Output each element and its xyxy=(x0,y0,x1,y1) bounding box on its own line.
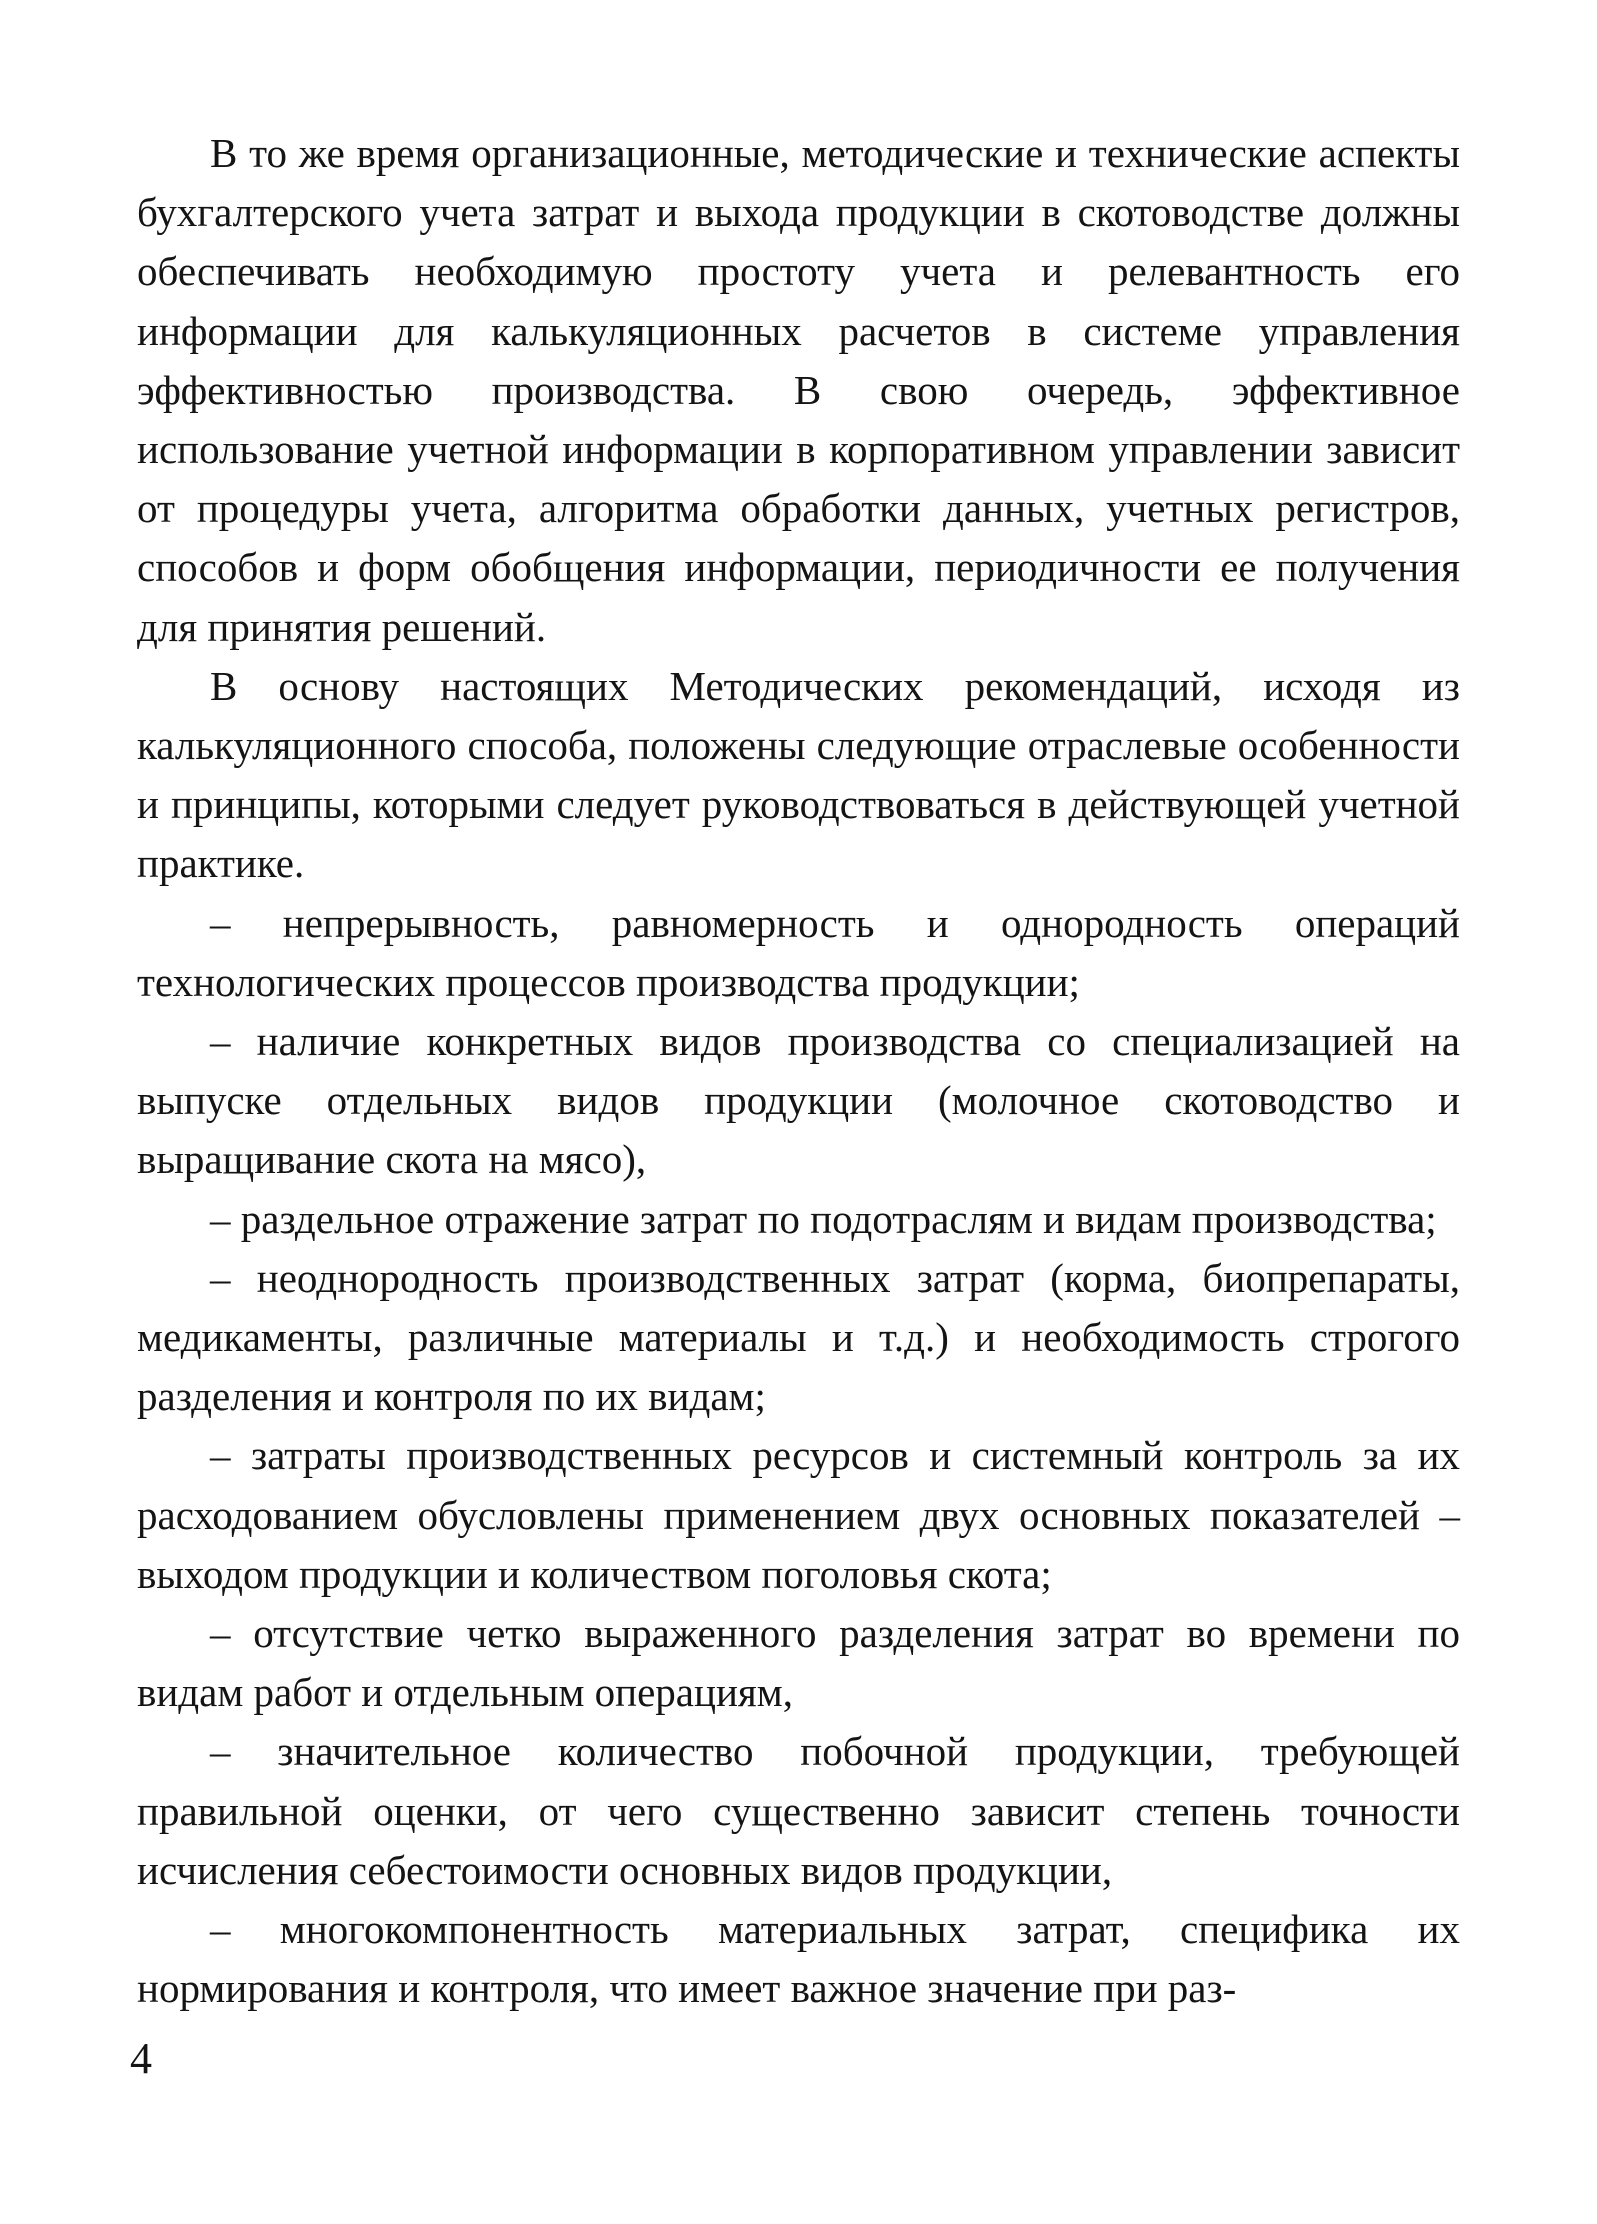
body-text xyxy=(137,124,1460,2019)
list-item-time-separation: – отсутствие четко выраженного разделения затрат во времени по видам работ и отдельным операциям, xyxy=(137,1610,1460,1716)
list-item-continuity: – непрерывность, равномерность и однородность операций технологических процессов производства продукции; xyxy=(137,899,1460,1005)
list-item-multicomponent: – многокомпонентность материальных затрат, специфика их нормирования и контроля, что имеет важное значение при раз- xyxy=(137,1906,1460,2012)
list-item-specialization: – наличие конкретных видов производства со специализацией на выпуске отдельных видов продукции (молочное скотоводство и выращивание скота на мясо), xyxy=(137,1018,1460,1183)
list-item-separate-costs: – раздельное отражение затрат по подотраслям и видам производства; xyxy=(210,1195,1437,1242)
list-item-heterogeneity: – неоднородность производственных затрат (корма, биопрепараты, медикаменты, различные материалы и т.д.) и необходимость строгого разделения и контроля по их видам; xyxy=(137,1254,1460,1420)
list-item-byproducts: – значительное количество побочной продукции, требующей правильной оценки, от чего существенно зависит степень точности исчисления себестоимости основных видов продукции, xyxy=(137,1728,1460,1893)
list-item-resource-control: – затраты производственных ресурсов и системный контроль за их расходованием обусловлены применением двух основных показателей – выходом продукции и количеством поголовья скота; xyxy=(137,1432,1460,1597)
page-number: 4 xyxy=(130,2034,152,2083)
paragraph-principles: В основу настоящих Методических рекомендаций, исходя из калькуляционного способа, положены следующие отраслевые особенности и принципы, которыми следует руководствоваться в действующей учетной практике. xyxy=(137,662,1460,887)
paragraph-intro: В то же время организационные, методические и технические аспекты бухгалтерского учета затрат и выхода продукции в скотоводстве должны обеспечивать необходимую простоту учета и релевантность его информации для калькуляционных расчетов в системе управления эффективностью производства. В свою очередь, эффективное использование учетной информации в корпоративном управлении зависит от процедуры учета, алгоритма обработки данных, учетных регистров, способов и форм обобщения информации, периодичности ее получения для принятия решений. xyxy=(137,130,1460,650)
